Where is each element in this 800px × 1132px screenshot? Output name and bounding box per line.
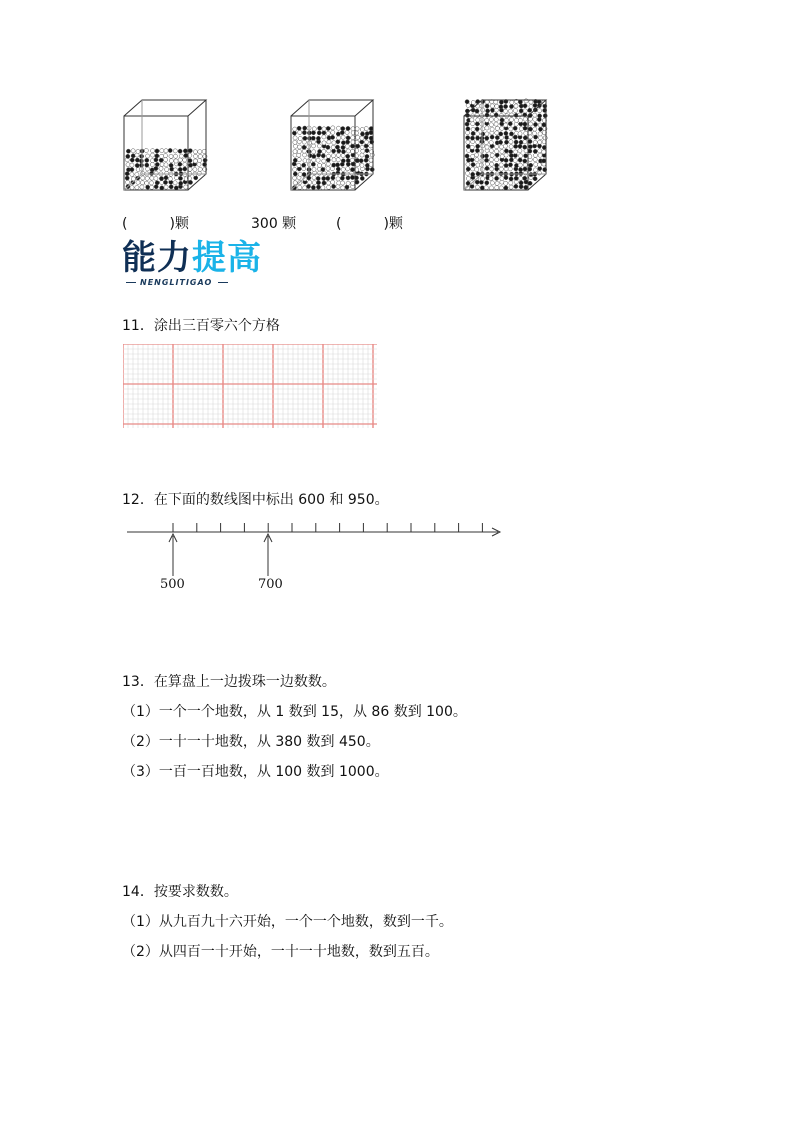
q11-title: 11．涂出三百零六个方格 <box>122 318 280 334</box>
logo-subtitle: NENGLITIGAO <box>140 278 213 287</box>
box-1-answer[interactable]: ( )颗 <box>122 216 189 232</box>
q13-item-2: （2）一十一十地数，从 380 数到 450。 <box>122 734 380 750</box>
q14-item-2: （2）从四百一十开始，一十一十地数，数到五百。 <box>122 944 439 960</box>
beans-fill <box>465 99 547 190</box>
logo-rule-right <box>218 282 228 283</box>
bean-box-2 <box>287 96 377 194</box>
q14-item-1: （1）从九百九十六开始，一个一个地数，数到一千。 <box>122 914 453 930</box>
box-2-label: 300 颗 <box>251 216 297 232</box>
bean-box-3 <box>460 96 550 194</box>
q13-item-1: （1）一个一个地数，从 1 数到 15，从 86 数到 100。 <box>122 704 467 720</box>
logo-title: 能力提高 <box>122 238 262 278</box>
q14-title: 14．按要求数数。 <box>122 884 238 900</box>
q13-title: 13．在算盘上一边拨珠一边数数。 <box>122 674 336 690</box>
box-3-answer[interactable]: ( )颗 <box>336 216 403 232</box>
q13-item-3: （3）一百一百地数，从 100 数到 1000。 <box>122 764 389 780</box>
logo-rule-left <box>126 282 136 283</box>
mark-700-label: 700 <box>258 577 283 592</box>
beans-fill <box>292 126 374 190</box>
bean-box-1 <box>120 96 210 194</box>
q12-title: 12．在下面的数线图中标出 600 和 950。 <box>122 492 389 508</box>
mark-500-label: 500 <box>160 577 185 592</box>
coloring-grid[interactable] <box>123 344 377 432</box>
